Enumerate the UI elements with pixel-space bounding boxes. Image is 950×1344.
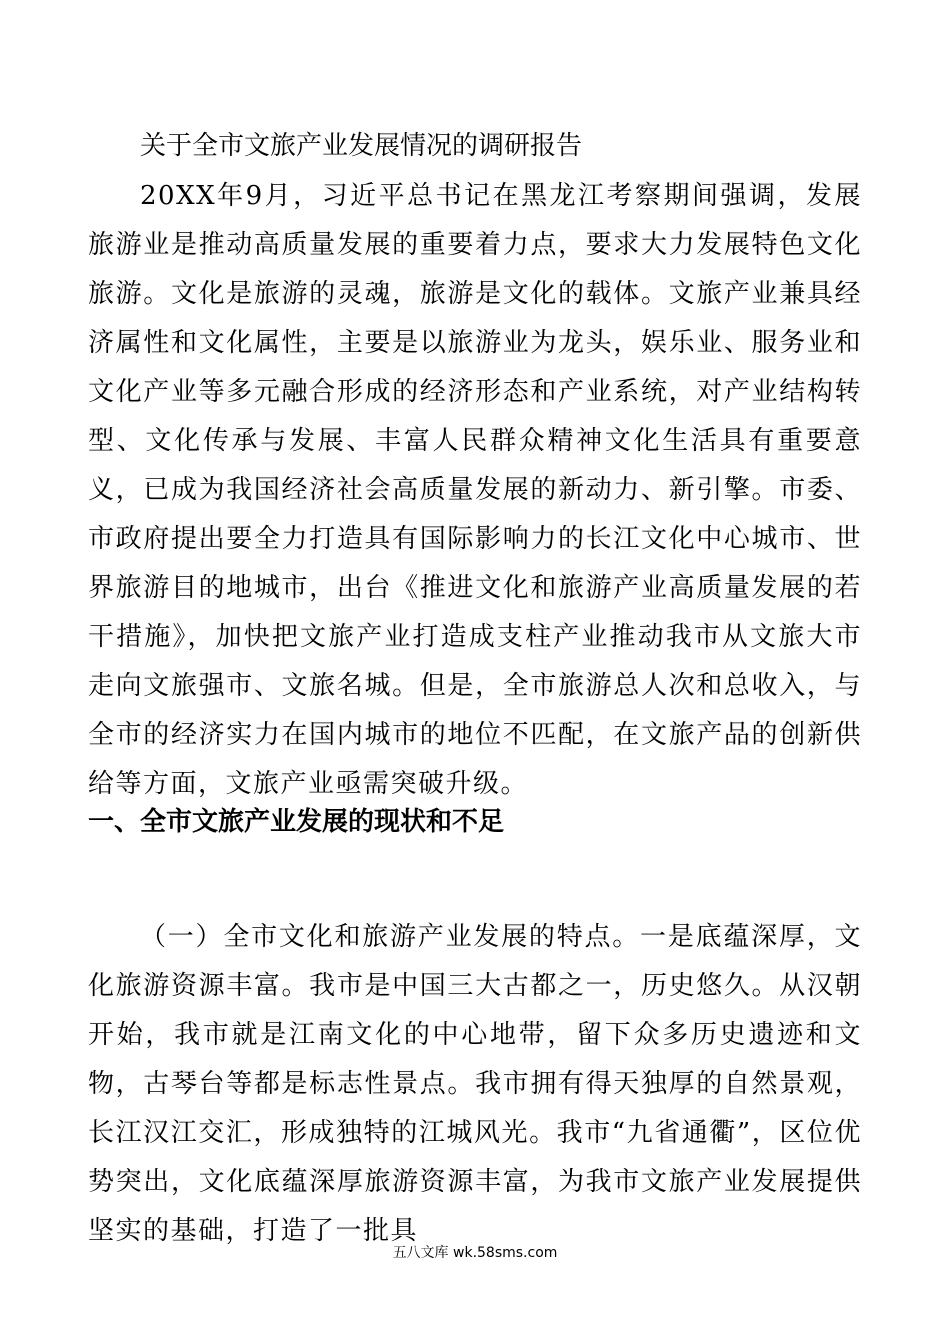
document-title: 关于全市文旅产业发展情况的调研报告 [140,131,583,161]
section-heading: 一、全市文旅产业发展的现状和不足 [88,807,505,837]
section-paragraph: （一）全市文化和旅游产业发展的特点。一是底蕴深厚，文化旅游资源丰富。我市是中国三大古都之一，历史悠久。从汉朝开始，我市就是江南文化的中心地带，留下众多历史遗迹和文物，古琴台等都是标志性景点。我市拥有得天独厚的自然景观，长江汉江交汇，形成独特的江城风光。我市“九省通衢”，区位优势突出，文化底蕴深厚旅游资源丰富，为我市文旅产业发展提供坚实的基础，打造了一批具 [88,922,862,1246]
page-footer-watermark: 五八文库 wk.58sms.com [392,1245,558,1261]
intro-paragraph: 20XX年9月，习近平总书记在黑龙江考察期间强调，发展旅游业是推动高质量发展的重要着力点，要求大力发展特色文化旅游。文化是旅游的灵魂，旅游是文化的载体。文旅产业兼具经济属性和文化属性，主要是以旅游业为龙头，娱乐业、服务业和文化产业等多元融合形成的经济形态和产业系统，对产业结构转型、文化传承与发展、丰富人民群众精神文化生活具有重要意义，已成为我国经济社会高质量发展的新动力、新引擎。市委、市政府提出要全力打造具有国际影响力的长江文化中心城市、世界旅游目的地城市，出台《推进文化和旅游产业高质量发展的若干措施》，加快把文旅产业打造成支柱产业推动我市从文旅大市走向文旅强市、文旅名城。但是，全市旅游总人次和总收入，与全市的经济实力在国内城市的地位不匹配，在文旅产品的创新供给等方面，文旅产业亟需突破升级。 [88,181,862,799]
